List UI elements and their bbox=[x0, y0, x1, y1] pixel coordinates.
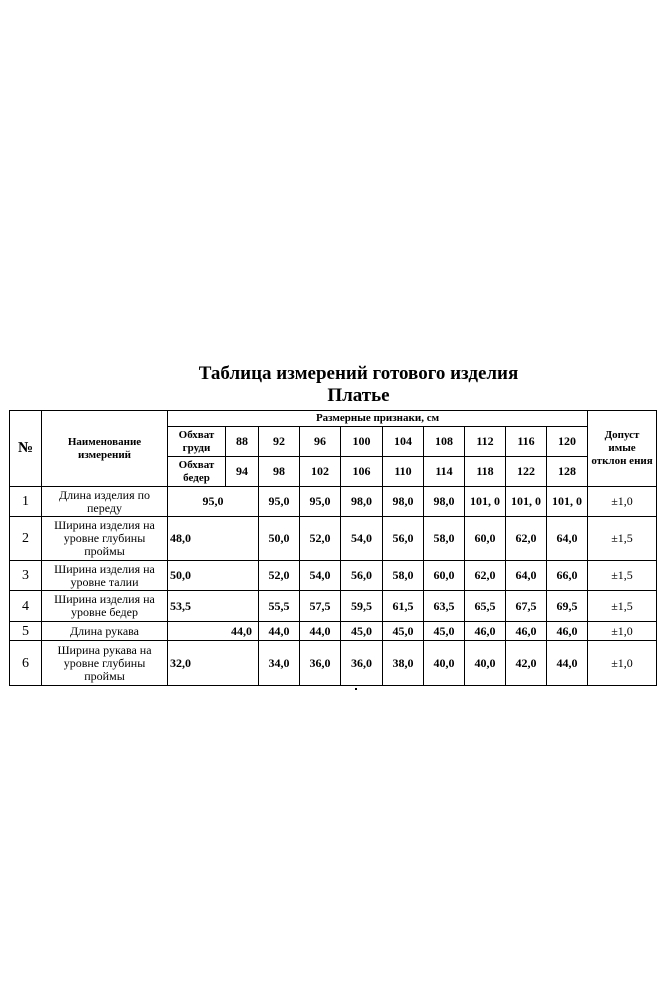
bust-size: 88 bbox=[226, 427, 259, 457]
value-cell: 36,0 bbox=[300, 641, 341, 686]
bust-size: 92 bbox=[259, 427, 300, 457]
table-row bbox=[10, 641, 657, 686]
value-cell: 101, 0 bbox=[465, 487, 506, 517]
value-cell: 32,0 bbox=[168, 641, 259, 686]
value-cell: 50,0 bbox=[259, 517, 300, 561]
value-cell: 67,5 bbox=[506, 591, 547, 622]
value-cell: 53,5 bbox=[168, 591, 259, 622]
value-cell: 46,0 bbox=[547, 622, 588, 641]
value-cell: 54,0 bbox=[341, 517, 383, 561]
tolerance-cell: ±1,0 bbox=[588, 487, 657, 517]
row-number: 1 bbox=[10, 487, 42, 517]
row-number: 6 bbox=[10, 641, 42, 686]
table-row bbox=[10, 487, 657, 517]
page-title: Таблица измерений готового изделия bbox=[198, 363, 519, 384]
measurement-table bbox=[9, 410, 657, 686]
value-cell: 34,0 bbox=[259, 641, 300, 686]
value-cell: 98,0 bbox=[341, 487, 383, 517]
hip-size: 110 bbox=[383, 457, 424, 487]
header-tolerance: Допуст имые отклон ения bbox=[588, 411, 657, 487]
page-subtitle: Платье bbox=[327, 385, 390, 406]
value-cell: 54,0 bbox=[300, 561, 341, 591]
bust-size: 112 bbox=[465, 427, 506, 457]
measurement-name: Ширина рукава на уровне глубины проймы bbox=[42, 641, 168, 686]
header-size-group: Размерные признаки, см bbox=[168, 411, 588, 427]
measurement-name: Ширина изделия на уровне бедер bbox=[42, 591, 168, 622]
value-cell: 44,0 bbox=[168, 622, 259, 641]
hip-size: 106 bbox=[341, 457, 383, 487]
value-cell: 52,0 bbox=[259, 561, 300, 591]
value-cell: 95,0 bbox=[259, 487, 300, 517]
value-cell: 58,0 bbox=[383, 561, 424, 591]
tolerance-cell: ±1,5 bbox=[588, 561, 657, 591]
value-cell: 95,0 bbox=[168, 487, 259, 517]
value-cell: 44,0 bbox=[300, 622, 341, 641]
measurement-name: Длина рукава bbox=[42, 622, 168, 641]
value-cell: 40,0 bbox=[465, 641, 506, 686]
tolerance-cell: ±1,0 bbox=[588, 641, 657, 686]
value-cell: 64,0 bbox=[547, 517, 588, 561]
table-row bbox=[10, 517, 657, 561]
bust-size: 100 bbox=[341, 427, 383, 457]
value-cell: 48,0 bbox=[168, 517, 259, 561]
value-cell: 45,0 bbox=[383, 622, 424, 641]
value-cell: 44,0 bbox=[259, 622, 300, 641]
table-row bbox=[10, 561, 657, 591]
value-cell: 36,0 bbox=[341, 641, 383, 686]
value-cell: 69,5 bbox=[547, 591, 588, 622]
value-cell: 55,5 bbox=[259, 591, 300, 622]
value-cell: 44,0 bbox=[547, 641, 588, 686]
tolerance-cell: ±1,5 bbox=[588, 517, 657, 561]
hip-size: 94 bbox=[226, 457, 259, 487]
value-cell: 95,0 bbox=[300, 487, 341, 517]
value-cell: 63,5 bbox=[424, 591, 465, 622]
value-cell: 58,0 bbox=[424, 517, 465, 561]
value-cell: 52,0 bbox=[300, 517, 341, 561]
measurement-name: Ширина изделия на уровне глубины проймы bbox=[42, 517, 168, 561]
row-number: 3 bbox=[10, 561, 42, 591]
value-cell: 50,0 bbox=[168, 561, 259, 591]
header-name: Наименование измерений bbox=[42, 411, 168, 487]
value-cell: 59,5 bbox=[341, 591, 383, 622]
value-cell: 45,0 bbox=[341, 622, 383, 641]
value-cell: 60,0 bbox=[424, 561, 465, 591]
value-cell: 42,0 bbox=[506, 641, 547, 686]
bust-label: Обхват груди bbox=[168, 427, 226, 457]
value-cell: 45,0 bbox=[424, 622, 465, 641]
value-cell: 65,5 bbox=[465, 591, 506, 622]
bust-size: 96 bbox=[300, 427, 341, 457]
hip-size: 122 bbox=[506, 457, 547, 487]
header-row-group bbox=[10, 411, 657, 427]
value-cell: 38,0 bbox=[383, 641, 424, 686]
value-cell: 62,0 bbox=[465, 561, 506, 591]
hip-size: 98 bbox=[259, 457, 300, 487]
tolerance-cell: ±1,0 bbox=[588, 622, 657, 641]
hip-size: 128 bbox=[547, 457, 588, 487]
table-row bbox=[10, 622, 657, 641]
bust-size: 116 bbox=[506, 427, 547, 457]
value-cell: 62,0 bbox=[506, 517, 547, 561]
value-cell: 101, 0 bbox=[506, 487, 547, 517]
tolerance-cell: ±1,5 bbox=[588, 591, 657, 622]
value-cell: 61,5 bbox=[383, 591, 424, 622]
value-cell: 98,0 bbox=[424, 487, 465, 517]
hip-size: 114 bbox=[424, 457, 465, 487]
value-cell: 40,0 bbox=[424, 641, 465, 686]
bust-size: 104 bbox=[383, 427, 424, 457]
value-cell: 56,0 bbox=[383, 517, 424, 561]
value-cell: 46,0 bbox=[465, 622, 506, 641]
measurement-name: Длина изделия по переду bbox=[42, 487, 168, 517]
stray-mark bbox=[355, 688, 357, 690]
value-cell: 66,0 bbox=[547, 561, 588, 591]
value-cell: 64,0 bbox=[506, 561, 547, 591]
header-number: № bbox=[10, 411, 42, 487]
table-row bbox=[10, 591, 657, 622]
value-cell: 56,0 bbox=[341, 561, 383, 591]
hip-size: 102 bbox=[300, 457, 341, 487]
hip-label: Обхват бедер bbox=[168, 457, 226, 487]
value-cell: 46,0 bbox=[506, 622, 547, 641]
row-number: 5 bbox=[10, 622, 42, 641]
value-cell: 57,5 bbox=[300, 591, 341, 622]
measurement-name: Ширина изделия на уровне талии bbox=[42, 561, 168, 591]
bust-size: 120 bbox=[547, 427, 588, 457]
row-number: 4 bbox=[10, 591, 42, 622]
value-cell: 60,0 bbox=[465, 517, 506, 561]
bust-size: 108 bbox=[424, 427, 465, 457]
value-cell: 101, 0 bbox=[547, 487, 588, 517]
hip-size: 118 bbox=[465, 457, 506, 487]
value-cell: 98,0 bbox=[383, 487, 424, 517]
row-number: 2 bbox=[10, 517, 42, 561]
